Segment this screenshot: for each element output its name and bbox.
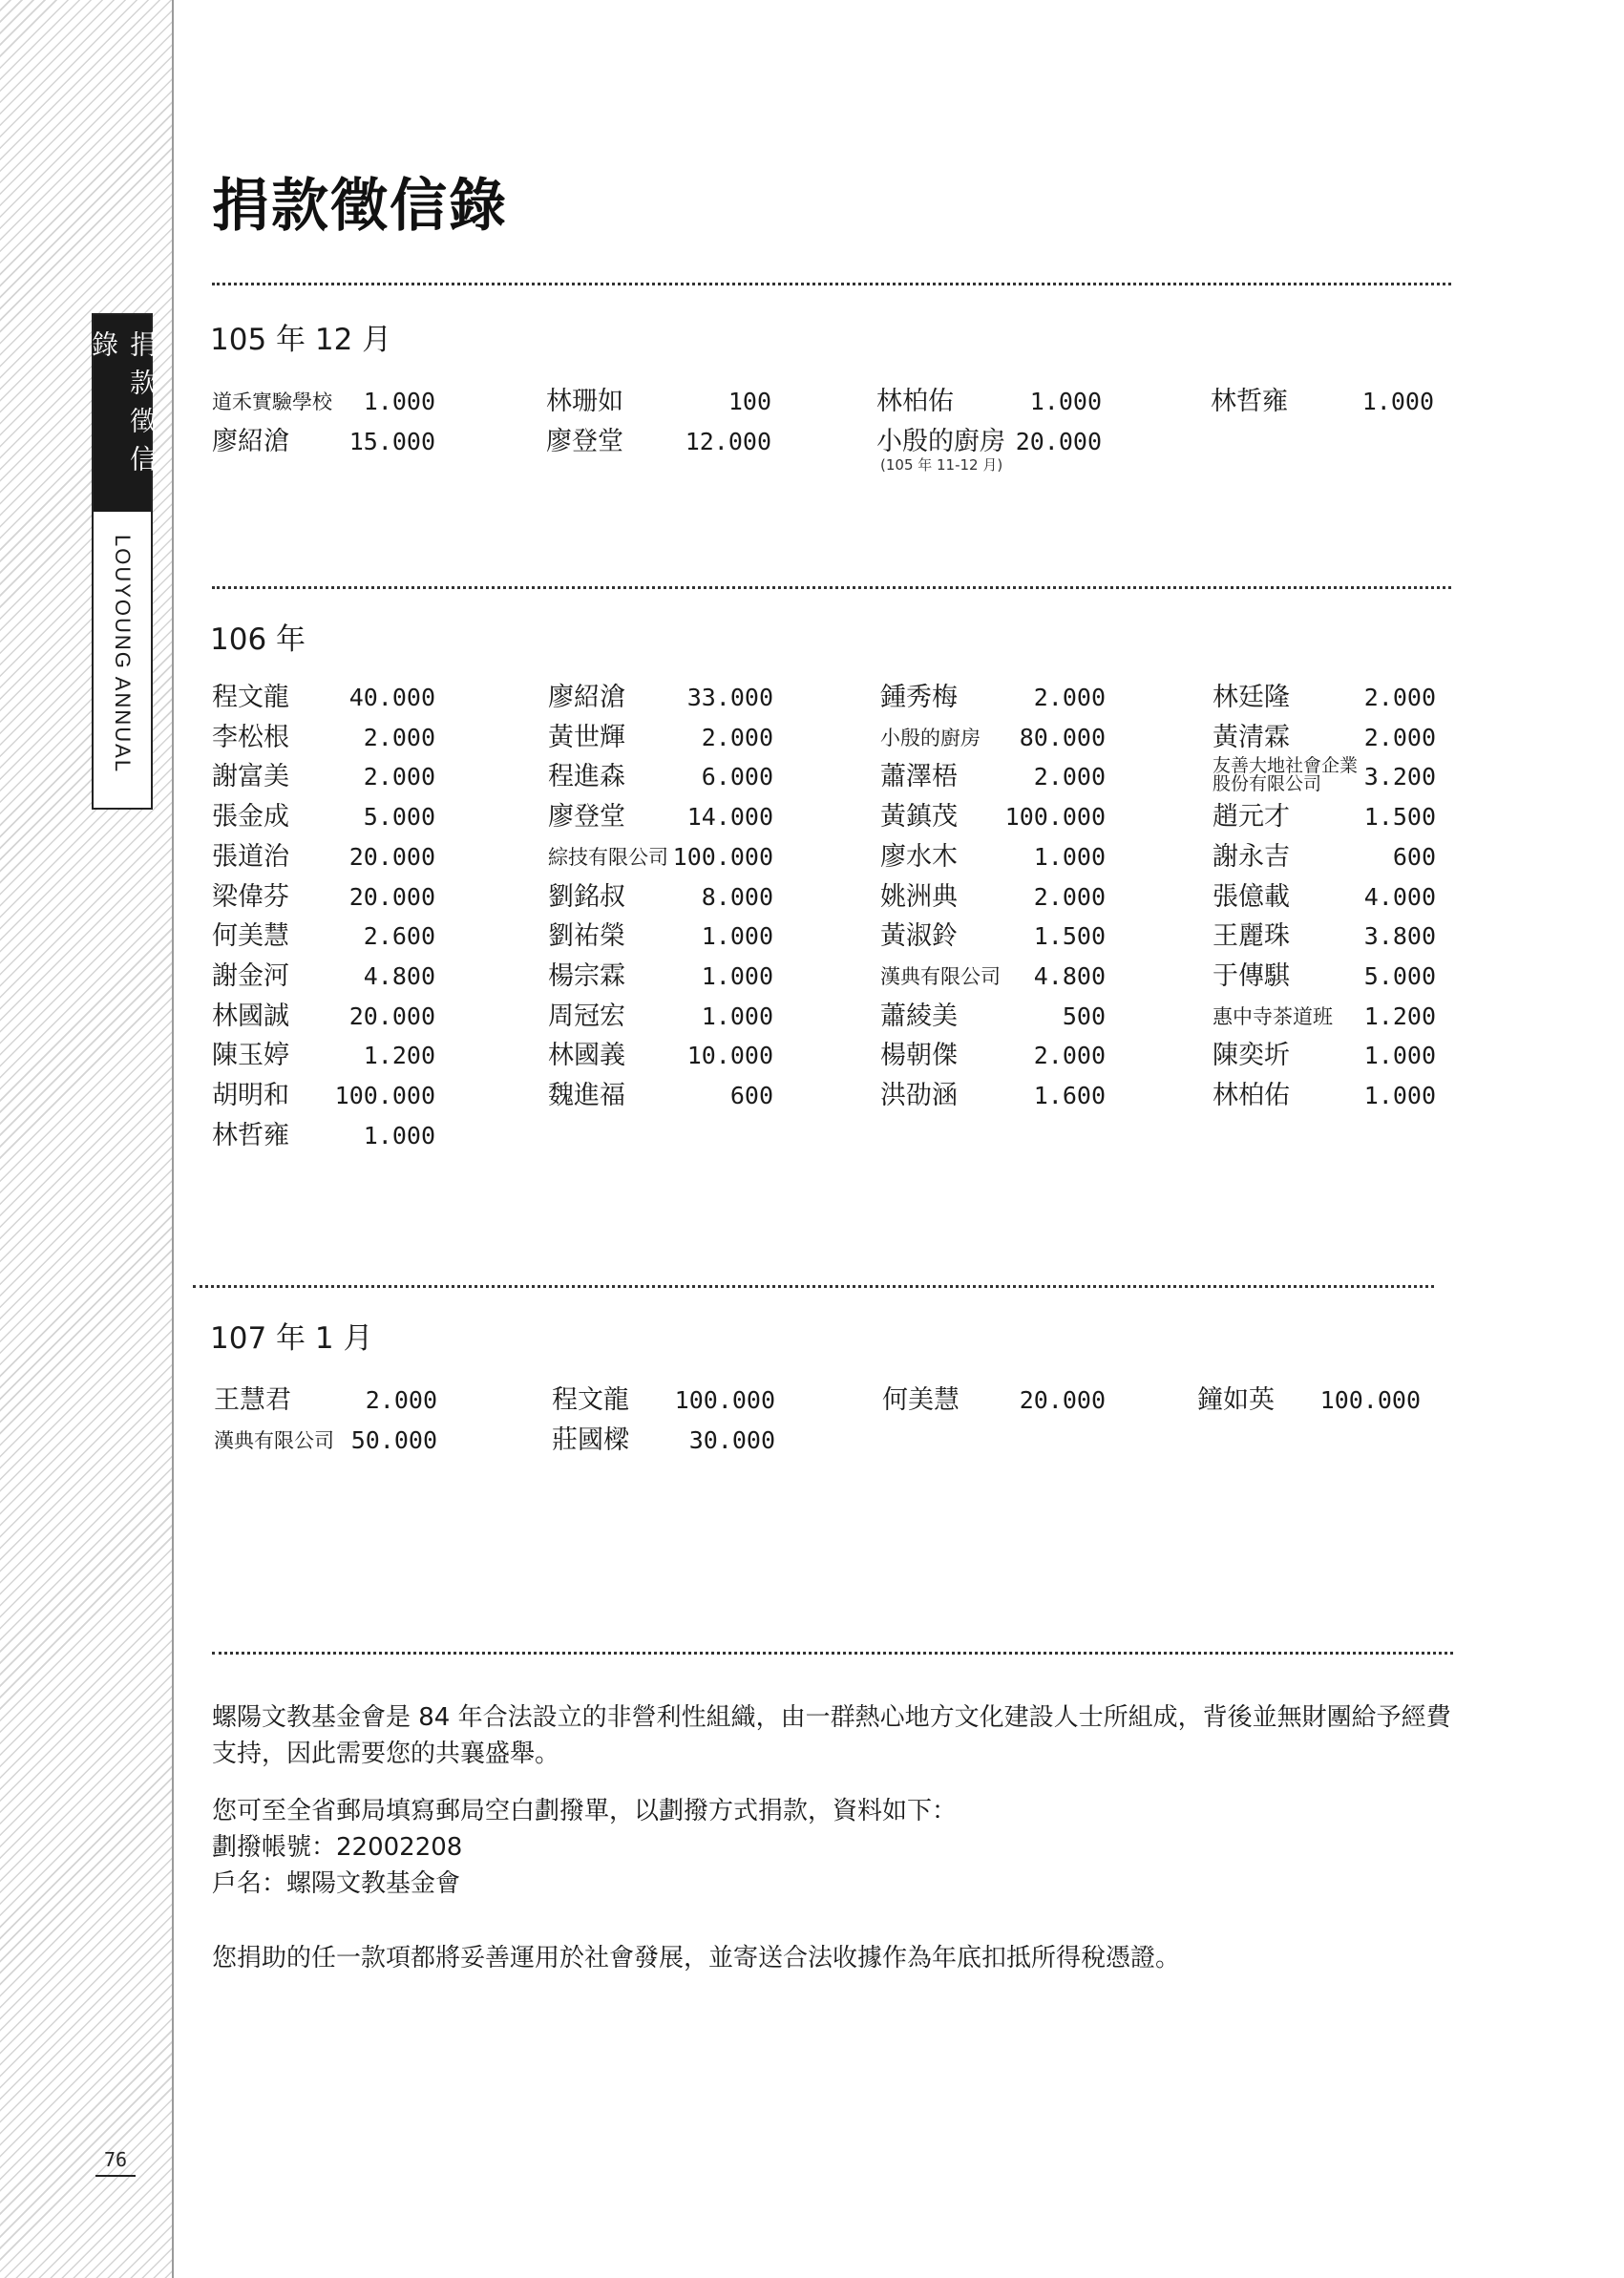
donation-amount: 1.500 [1033,922,1106,951]
donor-entry [546,386,771,418]
donation-amount: 100.000 [334,1082,435,1109]
section-tab [88,313,158,810]
donor-name: 王麗珠 [1213,921,1290,952]
donation-amount: 4.800 [363,961,435,990]
page-title: 捐款徵信錄 [212,173,508,240]
donation-amount: 2.000 [363,763,435,791]
donor-name: 何美慧 [212,921,289,952]
donor-entry [548,761,773,793]
donation-amount: 100.000 [1004,803,1106,832]
donation-amount: 1.600 [1033,1082,1106,1109]
section-heading-106: 106 年 [210,622,306,657]
donation-amount: 1.000 [701,961,773,990]
donor-name: 廖水木 [880,841,958,872]
donor-name: 小殷的廚房 [880,726,981,749]
donation-amount: 100.000 [674,1386,775,1414]
section-tab-title [88,315,158,512]
donor-entry [212,920,435,953]
donor-name: 張道治 [212,841,289,872]
donor-name: 蕭澤梧 [880,762,958,792]
donor-entry [548,841,773,874]
donor-entry [880,761,1106,793]
donor-entry [880,682,1106,714]
donor-name: 張億載 [1213,881,1290,912]
donor-name: 漢典有限公司 [880,964,1001,988]
donor-entry [548,1001,773,1033]
donor-entry [1213,920,1436,953]
donor-entry [1213,960,1436,993]
donor-name: 梁偉芬 [212,881,289,912]
donor-entry [880,960,1106,993]
donor-entry [552,1424,775,1457]
donor-entry [552,1384,775,1417]
donation-amount: 2.000 [1033,684,1106,711]
donation-amount: 1.000 [1363,1082,1436,1109]
donor-entry [546,426,771,458]
donor-name: 林哲雍 [1211,387,1288,416]
donor-name: 鐘如英 [1197,1385,1275,1415]
donor-name: 惠中寺茶道班 [1213,1004,1333,1028]
donation-amount: 20.000 [348,842,435,871]
donor-entry [880,1040,1106,1072]
section-tab-subtitle [94,512,151,808]
donor-entry [212,682,435,714]
donor-name: 周冠宏 [548,1001,625,1031]
donor-entry [212,841,435,874]
section-heading-107-01: 107 年 1 月 [210,1321,373,1356]
donation-amount: 1.500 [1363,803,1436,832]
donation-amount: 5.000 [1363,961,1436,990]
donation-amount: 1.000 [701,922,773,951]
foundation-intro: 螺陽文教基金會是 84 年合法設立的非營利性組織，由一群熱心地方文化建設人士所組成，背後並無財團給予經費支持，因此需要您的共襄盛舉。 [212,1703,1451,1768]
donation-amount: 2.000 [365,1386,437,1414]
donor-entry [548,881,773,914]
donor-entry [876,386,1102,418]
donor-name: 謝金河 [212,960,289,991]
section-tab-subtitle-text: LOUYOUNG ANNUAL [111,535,135,774]
donor-entry [1211,386,1434,418]
donation-amount: 50.000 [350,1426,437,1454]
donor-name: 林哲雍 [212,1120,289,1150]
donation-amount: 20.000 [348,882,435,911]
donor-name: 陳奕圻 [1213,1041,1290,1071]
donor-entry [880,841,1106,874]
donor-entry [882,1384,1106,1417]
donor-entry [212,1001,435,1033]
divider [212,283,1451,285]
donor-name: 黃鎮茂 [880,802,958,833]
donation-amount: 8.000 [701,882,773,911]
donor-name: 魏進福 [548,1081,625,1110]
donor-name: 廖紹滄 [548,683,625,712]
donor-name: 林國誠 [212,1001,289,1031]
donor-entry [876,426,1102,474]
donor-entry [548,801,773,833]
donor-name: 楊宗霖 [548,960,625,991]
donor-entry [1213,1080,1436,1112]
donor-entry [1213,722,1436,754]
donor-entry [880,1080,1106,1112]
donor-name: 廖登堂 [548,802,625,833]
donor-name: 程進森 [548,762,625,792]
donor-entry [212,386,435,418]
donation-amount: 2.000 [1033,1042,1106,1070]
donor-name: 廖登堂 [546,427,623,456]
donor-name: 趙元才 [1213,802,1290,833]
donor-entry [1197,1384,1421,1417]
donor-name: 姚洲典 [880,881,958,912]
donation-amount: 4.000 [1363,882,1436,911]
donation-amount: 20.000 [1019,1386,1106,1414]
donation-amount: 20.000 [348,1002,435,1030]
donor-entry [212,1080,435,1112]
donor-name: 莊國樑 [552,1425,629,1455]
donor-name: 道禾實驗學校 [212,390,332,413]
donor-entry [548,1040,773,1072]
donor-entry [1213,755,1436,795]
donation-amount: 2.000 [1363,684,1436,711]
donor-name: 劉祐榮 [548,921,625,952]
postal-account-number: 劃撥帳號：22002208 [212,1833,463,1862]
donor-name: 林柏佑 [1213,1081,1290,1110]
donor-name: 謝富美 [212,762,289,792]
donation-amount: 600 [1392,842,1436,871]
donor-entry [548,682,773,714]
donation-method: 您可至全省郵局填寫郵局空白劃撥單，以劃撥方式捐款，資料如下： [212,1797,958,1825]
donation-amount: 12.000 [685,428,771,455]
donor-name: 王慧君 [214,1385,291,1415]
donor-name: 程文龍 [212,683,289,712]
donation-amount: 100.000 [672,842,773,871]
donor-entry [1213,1001,1436,1033]
donor-entry [1213,682,1436,714]
divider [193,1285,1434,1288]
donor-entry [548,1080,773,1112]
donor-entry [1213,1040,1436,1072]
donation-amount: 2.000 [1033,882,1106,911]
donation-amount: 100.000 [1319,1386,1421,1414]
donor-entry [212,881,435,914]
divider [212,1652,1453,1655]
donor-name: 友善大地社會企業股份有限公司 [1213,755,1359,795]
donor-name: 何美慧 [882,1385,960,1415]
donor-name: 林國義 [548,1041,625,1071]
tax-receipt-notice: 您捐助的任一款項都將妥善運用於社會發展，並寄送合法收據作為年底扣抵所得稅憑證。 [212,1944,1181,1972]
donor-name: 程文龍 [552,1385,629,1415]
donor-name: 黃世輝 [548,722,625,752]
donor-name: 鍾秀梅 [880,683,958,712]
donation-amount: 10.000 [686,1042,773,1070]
donation-amount: 2.000 [701,723,773,751]
donor-name: 小殷的廚房 [876,427,1005,456]
donor-name: 廖紹滄 [212,427,289,456]
donation-amount: 1.200 [363,1042,435,1070]
donation-amount: 6.000 [701,763,773,791]
donation-amount: 1.000 [1361,388,1434,415]
donor-name: 謝永吉 [1213,841,1290,872]
donation-amount: 2.600 [363,922,435,951]
donation-amount: 2.000 [1033,763,1106,791]
donation-amount: 33.000 [686,684,773,711]
donor-name: 洪劭涵 [880,1081,958,1110]
donor-entry [212,801,435,833]
donation-amount: 1.200 [1363,1002,1436,1030]
donor-entry [548,920,773,953]
section-tab-title-text: 捐款徵信錄 [88,330,158,483]
donation-amount: 600 [729,1082,773,1109]
donor-name: 林柏佑 [876,387,954,416]
donor-entry [214,1424,437,1457]
donor-entry [212,1120,435,1152]
section-heading-105-12: 105 年 12 月 [210,323,392,357]
donor-name: 黃清霖 [1213,722,1290,752]
page-number: 76 [103,2148,128,2171]
donation-amount: 4.800 [1033,961,1106,990]
donor-entry [548,960,773,993]
donor-entry [880,722,1106,754]
donor-entry [1213,841,1436,874]
donation-amount: 3.800 [1363,922,1436,951]
donation-amount: 2.000 [1363,723,1436,751]
donor-entry [212,722,435,754]
donor-name: 綜技有限公司 [548,845,668,869]
donation-amount: 500 [1062,1002,1106,1030]
donor-name: 李松根 [212,722,289,752]
divider [212,586,1451,589]
donor-entry [214,1384,437,1417]
donor-entry [548,722,773,754]
donation-amount: 20.000 [1015,428,1102,455]
donation-amount: 1.000 [1029,388,1102,415]
donation-amount: 80.000 [1019,723,1106,751]
donation-amount: 40.000 [348,684,435,711]
page-number-underline [95,2175,136,2177]
donation-amount: 30.000 [688,1426,775,1454]
donation-amount: 2.000 [363,723,435,751]
donation-amount: 3.200 [1363,763,1436,791]
donation-amount: 1.000 [701,1002,773,1030]
donor-name: 林廷隆 [1213,683,1290,712]
donation-amount: 1.000 [363,388,435,415]
donation-period-note: (105 年 11-12 月) [880,456,1003,474]
donation-amount: 1.000 [1033,842,1106,871]
donation-amount: 5.000 [363,803,435,832]
account-payee: 戶名：螺陽文教基金會 [212,1869,461,1898]
donor-entry [1213,881,1436,914]
donor-entry [880,881,1106,914]
donor-name: 劉銘叔 [548,881,625,912]
donor-name: 陳玉婷 [212,1041,289,1071]
donor-entry [212,761,435,793]
donor-name: 林珊如 [546,387,623,416]
donor-name: 黃淑鈴 [880,921,958,952]
donor-name: 胡明和 [212,1081,289,1110]
donor-name: 于傳騏 [1213,960,1290,991]
donor-name: 蕭綾美 [880,1001,958,1031]
donor-entry [1213,801,1436,833]
donor-name: 楊朝傑 [880,1041,958,1071]
donor-entry [880,920,1106,953]
donation-amount: 14.000 [686,803,773,832]
donor-entry [880,1001,1106,1033]
donation-amount: 100 [728,388,771,415]
donor-entry [880,801,1106,833]
donor-entry [212,1040,435,1072]
donation-amount: 1.000 [363,1121,435,1150]
donor-entry [212,960,435,993]
donation-amount: 1.000 [1363,1042,1436,1070]
donation-amount: 15.000 [348,428,435,455]
donor-name: 張金成 [212,802,289,833]
donor-name: 漢典有限公司 [214,1429,334,1452]
donor-entry [212,426,435,458]
